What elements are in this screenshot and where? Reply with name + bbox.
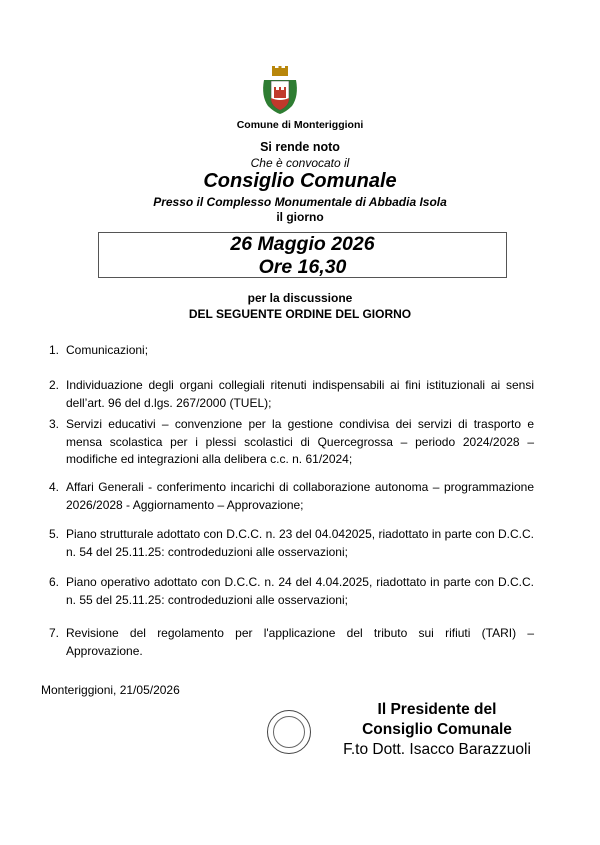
coat-of-arms-icon [260, 66, 300, 116]
agenda-item-number: 3. [49, 417, 60, 431]
date-box [98, 232, 507, 278]
agenda-item-text: Comunicazioni; [66, 343, 149, 357]
agenda-item-text: Piano operativo adottato con D.C.C. n. 24 del 4.04.2025, riadottato in parte con D.C.C. n. 55 del 25.11.25: controdeduzioni alle osservazioni; [66, 575, 534, 607]
convened-line: Che è convocato il [250, 156, 350, 170]
agenda-item-number: 2. [49, 378, 60, 392]
agenda-item [49, 342, 534, 360]
agenda-item-number: 7. [49, 626, 60, 640]
agenda-item [49, 416, 534, 469]
agenda-item-text: Affari Generali - conferimento incarichi di collaborazione autonoma – programmazione 2026/2028 - Aggiornamento – Approvazione; [66, 480, 534, 512]
discussion-line: per la discussione [247, 291, 353, 305]
agenda-item-text: Servizi educativi – convenzione per la gestione condivisa dei servizi di trasporto e mensa scolastica per i plessi scolastici di Quercegrossa – periodo 2024/2028 – modifiche ed integrazioni alla delibera c.c. n. 61/2024; [66, 417, 534, 466]
council-title: Consiglio Comunale [203, 170, 397, 192]
agenda-item [49, 574, 534, 609]
agenda-title: DEL SEGUENTE ORDINE DEL GIORNO [188, 307, 412, 321]
day-label: il giorno [276, 210, 324, 224]
agenda-item [49, 526, 534, 561]
meeting-date: 26 Maggio 2026 [230, 233, 375, 255]
place-date: Monteriggioni, 21/05/2026 [41, 683, 180, 697]
agenda-item-number: 6. [49, 575, 60, 589]
role-line-2: Consiglio Comunale [362, 721, 512, 738]
agenda-item-number: 4. [49, 480, 60, 494]
agenda-item [49, 625, 534, 660]
venue-line: Presso il Complesso Monumentale di Abbadia Isola [153, 195, 447, 209]
agenda-item-text: Piano strutturale adottato con D.C.C. n. 23 del 04.042025, riadottato in parte con D.C.C. n. 54 del 25.11.25: controdeduzioni alle osservazioni; [66, 527, 534, 559]
agenda-item [49, 377, 534, 412]
agenda-item-text: Individuazione degli organi collegiali ritenuti indispensabili ai fini istituzionali ai sensi dell’art. 96 del d.lgs. 267/2000 (TUEL); [66, 378, 534, 410]
meeting-time: Ore 16,30 [258, 256, 347, 278]
stamp-inner-ring [273, 716, 305, 748]
agenda-item [49, 479, 534, 514]
municipality-name: Comune di Monteriggioni [236, 119, 364, 131]
signatory-role [302, 700, 572, 740]
role-line-1: Il Presidente del [377, 701, 497, 718]
agenda-item-number: 5. [49, 527, 60, 541]
agenda-item-text: Revisione del regolamento per l'applicazione del tributo sui rifiuti (TARI) – Approvazione. [66, 626, 534, 658]
agenda-item-number: 1. [49, 343, 60, 357]
notice-heading: Si rende noto [260, 140, 340, 154]
signatory-name: F.to Dott. Isacco Barazzuoli [343, 741, 531, 758]
